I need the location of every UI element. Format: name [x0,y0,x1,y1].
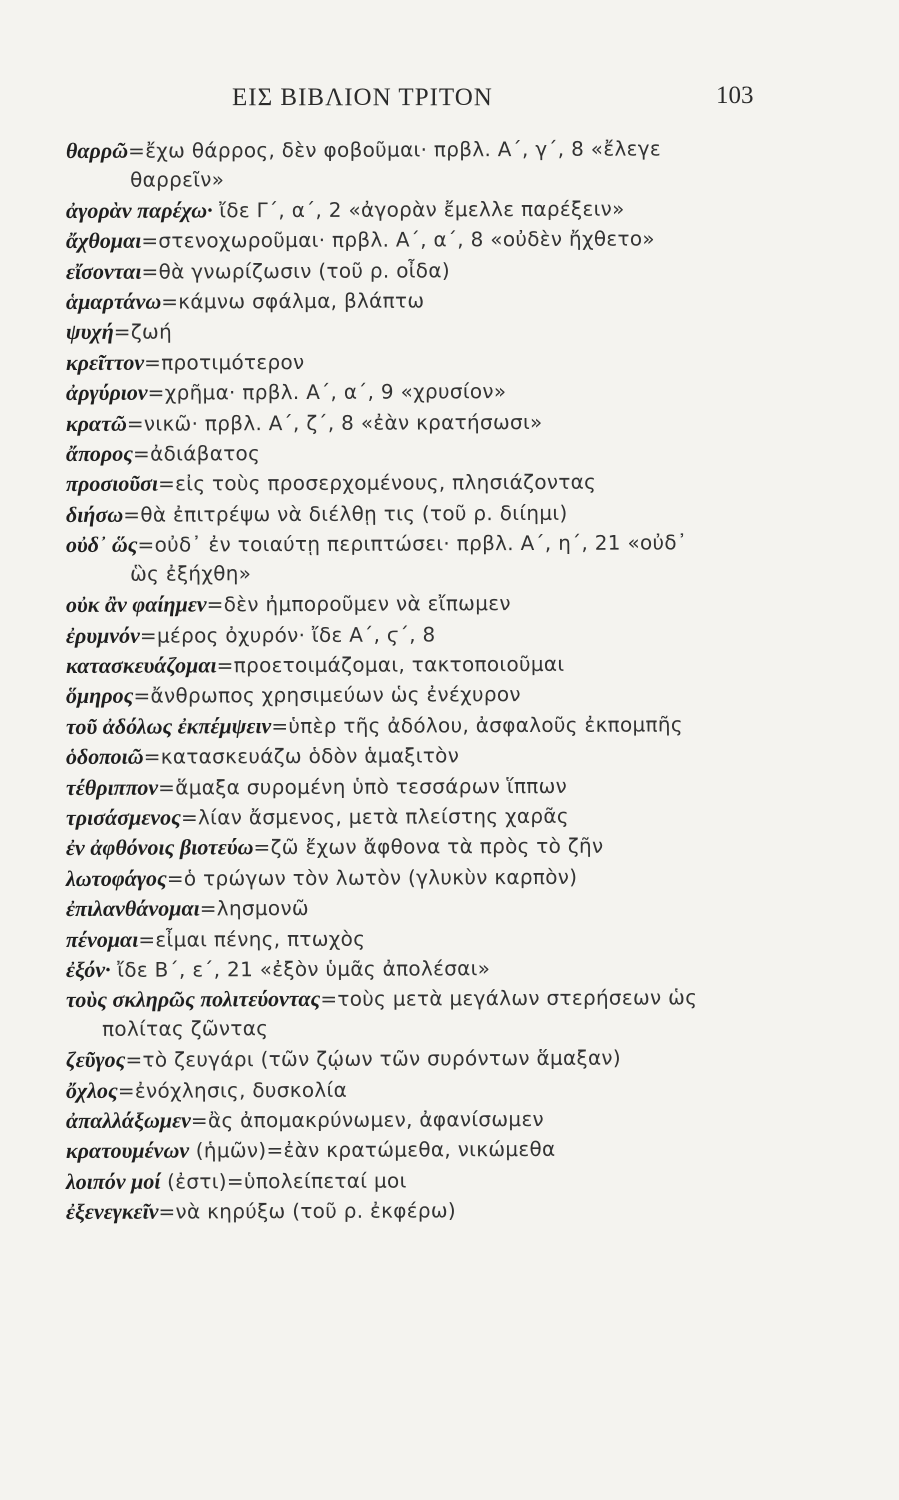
headword: κρατῶ [65,410,127,436]
gloss: =νικῶ· πρβλ. Α΄, ζ΄, 8 «ἐὰν κρατήσωσι» [126,409,543,436]
gloss: =ἔχω θάρρος, δὲν φοβοῦμαι· πρβλ. Α΄, γ΄, 8 «ἔλεγε [128,136,661,163]
glossary-entry [66,860,866,894]
headword: ἀγορὰν παρέχω· [65,197,213,223]
glossary-entry [66,830,866,864]
gloss: =εἶμαι πένης, πτωχὸς [138,926,366,952]
gloss: =μέρος ὀχυρόν· ἴδε Α΄, ϛ΄, 8 [139,621,436,648]
headword: ὅμηρος [65,683,134,709]
headword: ἐξόν· [65,956,111,982]
headword: τοῦ ἀδόλως ἐκπέμψειν [65,712,272,739]
glossary-entry [66,982,866,1045]
glossary-entry [66,739,866,773]
headword: οὐδ᾿ ὥς [65,531,138,558]
glossary-entry [66,314,866,348]
gloss: =εἰς τοὺς προσερχομένους, πλησιάζοντας [158,470,597,497]
headword: διήσω [65,501,124,527]
gloss-continuation: θαρρεῖν» [130,167,225,193]
glossary-entry [66,1163,866,1197]
headword: εἴσονται [65,258,142,284]
glossary-entry [66,496,866,530]
headword: κρεῖττον [65,349,145,375]
gloss: =προετοιμάζομαι, τακτοποιοῦμαι [216,651,565,678]
gloss: ἴδε Β΄, ε΄, 21 «ἐξὸν ὑμᾶς ἀπολέσαι» [110,956,491,982]
glossary-entry [66,405,866,439]
glossary-entry [66,769,866,803]
glossary-entry [66,527,866,590]
glossary-entry [66,647,866,681]
gloss: =ἐνόχλησις, δυσκολία [117,1077,348,1103]
glossary-entry [66,1103,866,1137]
gloss: =δὲν ἠμποροῦμεν νὰ εἴπωμεν [206,591,511,617]
glossary-entry [66,951,866,985]
headword: προσιοῦσι [65,471,159,497]
gloss-continuation: ὣς ἐξήχθη» [130,561,252,587]
gloss: =κατασκευάζω ὁδὸν ἁμαξιτὸν [143,743,460,769]
headword: πένομαι [65,926,139,952]
gloss: =ἀδιάβατος [132,441,261,466]
glossary-entry [66,1133,866,1167]
gloss: =θὰ γνωρίζωσιν (τοῦ ρ. οἶδα) [141,257,450,284]
headword: ἄπορος [65,440,134,467]
headword: ὁδοποιῶ [65,743,144,770]
gloss: =ὑπὲρ τῆς ἀδόλου, ἀσφαλοῦς ἐκπομπῆς [271,712,683,738]
gloss: =τὸ ζευγάρι (τῶν ζῴων τῶν συρόντων ἅμαξαν) [125,1045,622,1072]
gloss: =οὐδ᾿ ἐν τοιαύτῃ περιπτώσει· πρβλ. Α΄, η΄, 21 «οὐδ᾿ [137,530,688,557]
gloss: =κάμνω σφάλμα, βλάπτω [161,288,425,314]
headword: κρατουμένων [65,1137,190,1164]
gloss: =ἄνθρωπος χρησιμεύων ὡς ἐνέχυρον [133,682,521,709]
gloss: =λησμονῶ [199,896,310,921]
glossary-entry [66,192,866,226]
headword: θαρρῶ [65,137,129,164]
gloss: =ἅμαξα συρομένη ὑπὸ τεσσάρων ἵππων [158,773,568,800]
glossary-entry [66,375,866,409]
glossary-entry [66,1194,866,1228]
headword: ἁμαρτάνω [65,288,162,315]
headword: ἀργύριον [65,379,148,406]
headword: λωτοφάγος [65,865,167,891]
glossary-entry [66,678,866,712]
gloss: =ἂς ἀπομακρύνωμεν, ἀφανίσωμεν [190,1106,545,1133]
headword: ἐπιλανθάνομαι [65,895,200,922]
gloss: =λίαν ἄσμενος, μετὰ πλείστης χαρᾶς [180,803,569,830]
headword: ἄχθομαι [65,227,142,254]
headword: τοὺς σκληρῶς πολιτεύοντας [65,986,321,1013]
glossary-entry [66,587,866,621]
glossary-entry [66,284,866,318]
headword: ἐν ἀφθόνοις βιοτεύω [65,834,254,861]
gloss: =χρῆμα· πρβλ. Α΄, α΄, 9 «χρυσίον» [147,379,507,405]
running-title: ΕΙΣ ΒΙΒΛΙΟΝ ΤΡΙΤΟΝ [232,84,493,111]
gloss: =στενοχωροῦμαι· πρβλ. Α΄, α΄, 8 «οὐδὲν ἤχθετο» [141,226,655,253]
gloss: =προτιμότερον [144,349,305,375]
glossary-entry [66,708,866,742]
glossary-entry [66,344,866,378]
headword: οὐκ ἂν φαίημεν [65,591,207,618]
glossary-entry [66,891,866,925]
headword: ἐρυμνόν [65,622,140,648]
glossary-entry [66,1042,866,1076]
glossary-entry [66,1072,866,1106]
gloss: =ὁ τρώγων τὸν λωτὸν (γλυκὺν καρπὸν) [166,864,578,891]
gloss: =τοὺς μετὰ μεγάλων στερήσεων ὡς [320,985,698,1012]
gloss: =ζῶ ἔχων ἄφθονα τὰ πρὸς τὸ ζῆν [253,833,604,860]
glossary-entry [66,253,866,287]
headword: ψυχή [65,319,114,345]
glossary-entry [66,133,866,196]
glossary-entry [66,223,866,257]
page-header [0,80,899,120]
gloss: =ζωή [113,319,173,345]
glossary-list [66,136,866,1228]
gloss-continuation: πολίτας ζῶντας [102,1016,269,1042]
headword: τρισάσμενος [65,804,181,830]
glossary-entry [66,617,866,651]
glossary-entry [66,466,866,500]
headword: λοιπόν μοί [65,1168,161,1194]
glossary-entry [66,799,866,833]
gloss: =θὰ ἐπιτρέψω νὰ διέλθῃ τις (τοῦ ρ. διίημι) [123,500,568,527]
gloss: (ἡμῶν)=ἐὰν κρατώμεθα, νικώμεθα [189,1137,556,1163]
gloss: (ἐστι)=ὑπολείπεταί μοι [160,1168,407,1194]
headword: ἐξενεγκεῖν [65,1198,159,1225]
headword: ὄχλος [65,1077,118,1103]
glossary-entry [66,921,866,955]
headword: τέθριππον [65,774,159,800]
gloss: =νὰ κηρύξω (τοῦ ρ. ἐκφέρω) [158,1198,457,1224]
glossary-entry [66,436,866,470]
headword: κατασκευάζομαι [65,652,217,678]
gloss: ἴδε Γ΄, α΄, 2 «ἀγορὰν ἔμελλε παρέξειν» [212,196,625,223]
headword: ζεῦγος [65,1046,126,1073]
page-number: 103 [716,82,754,109]
headword: ἀπαλλάξωμεν [65,1107,191,1133]
